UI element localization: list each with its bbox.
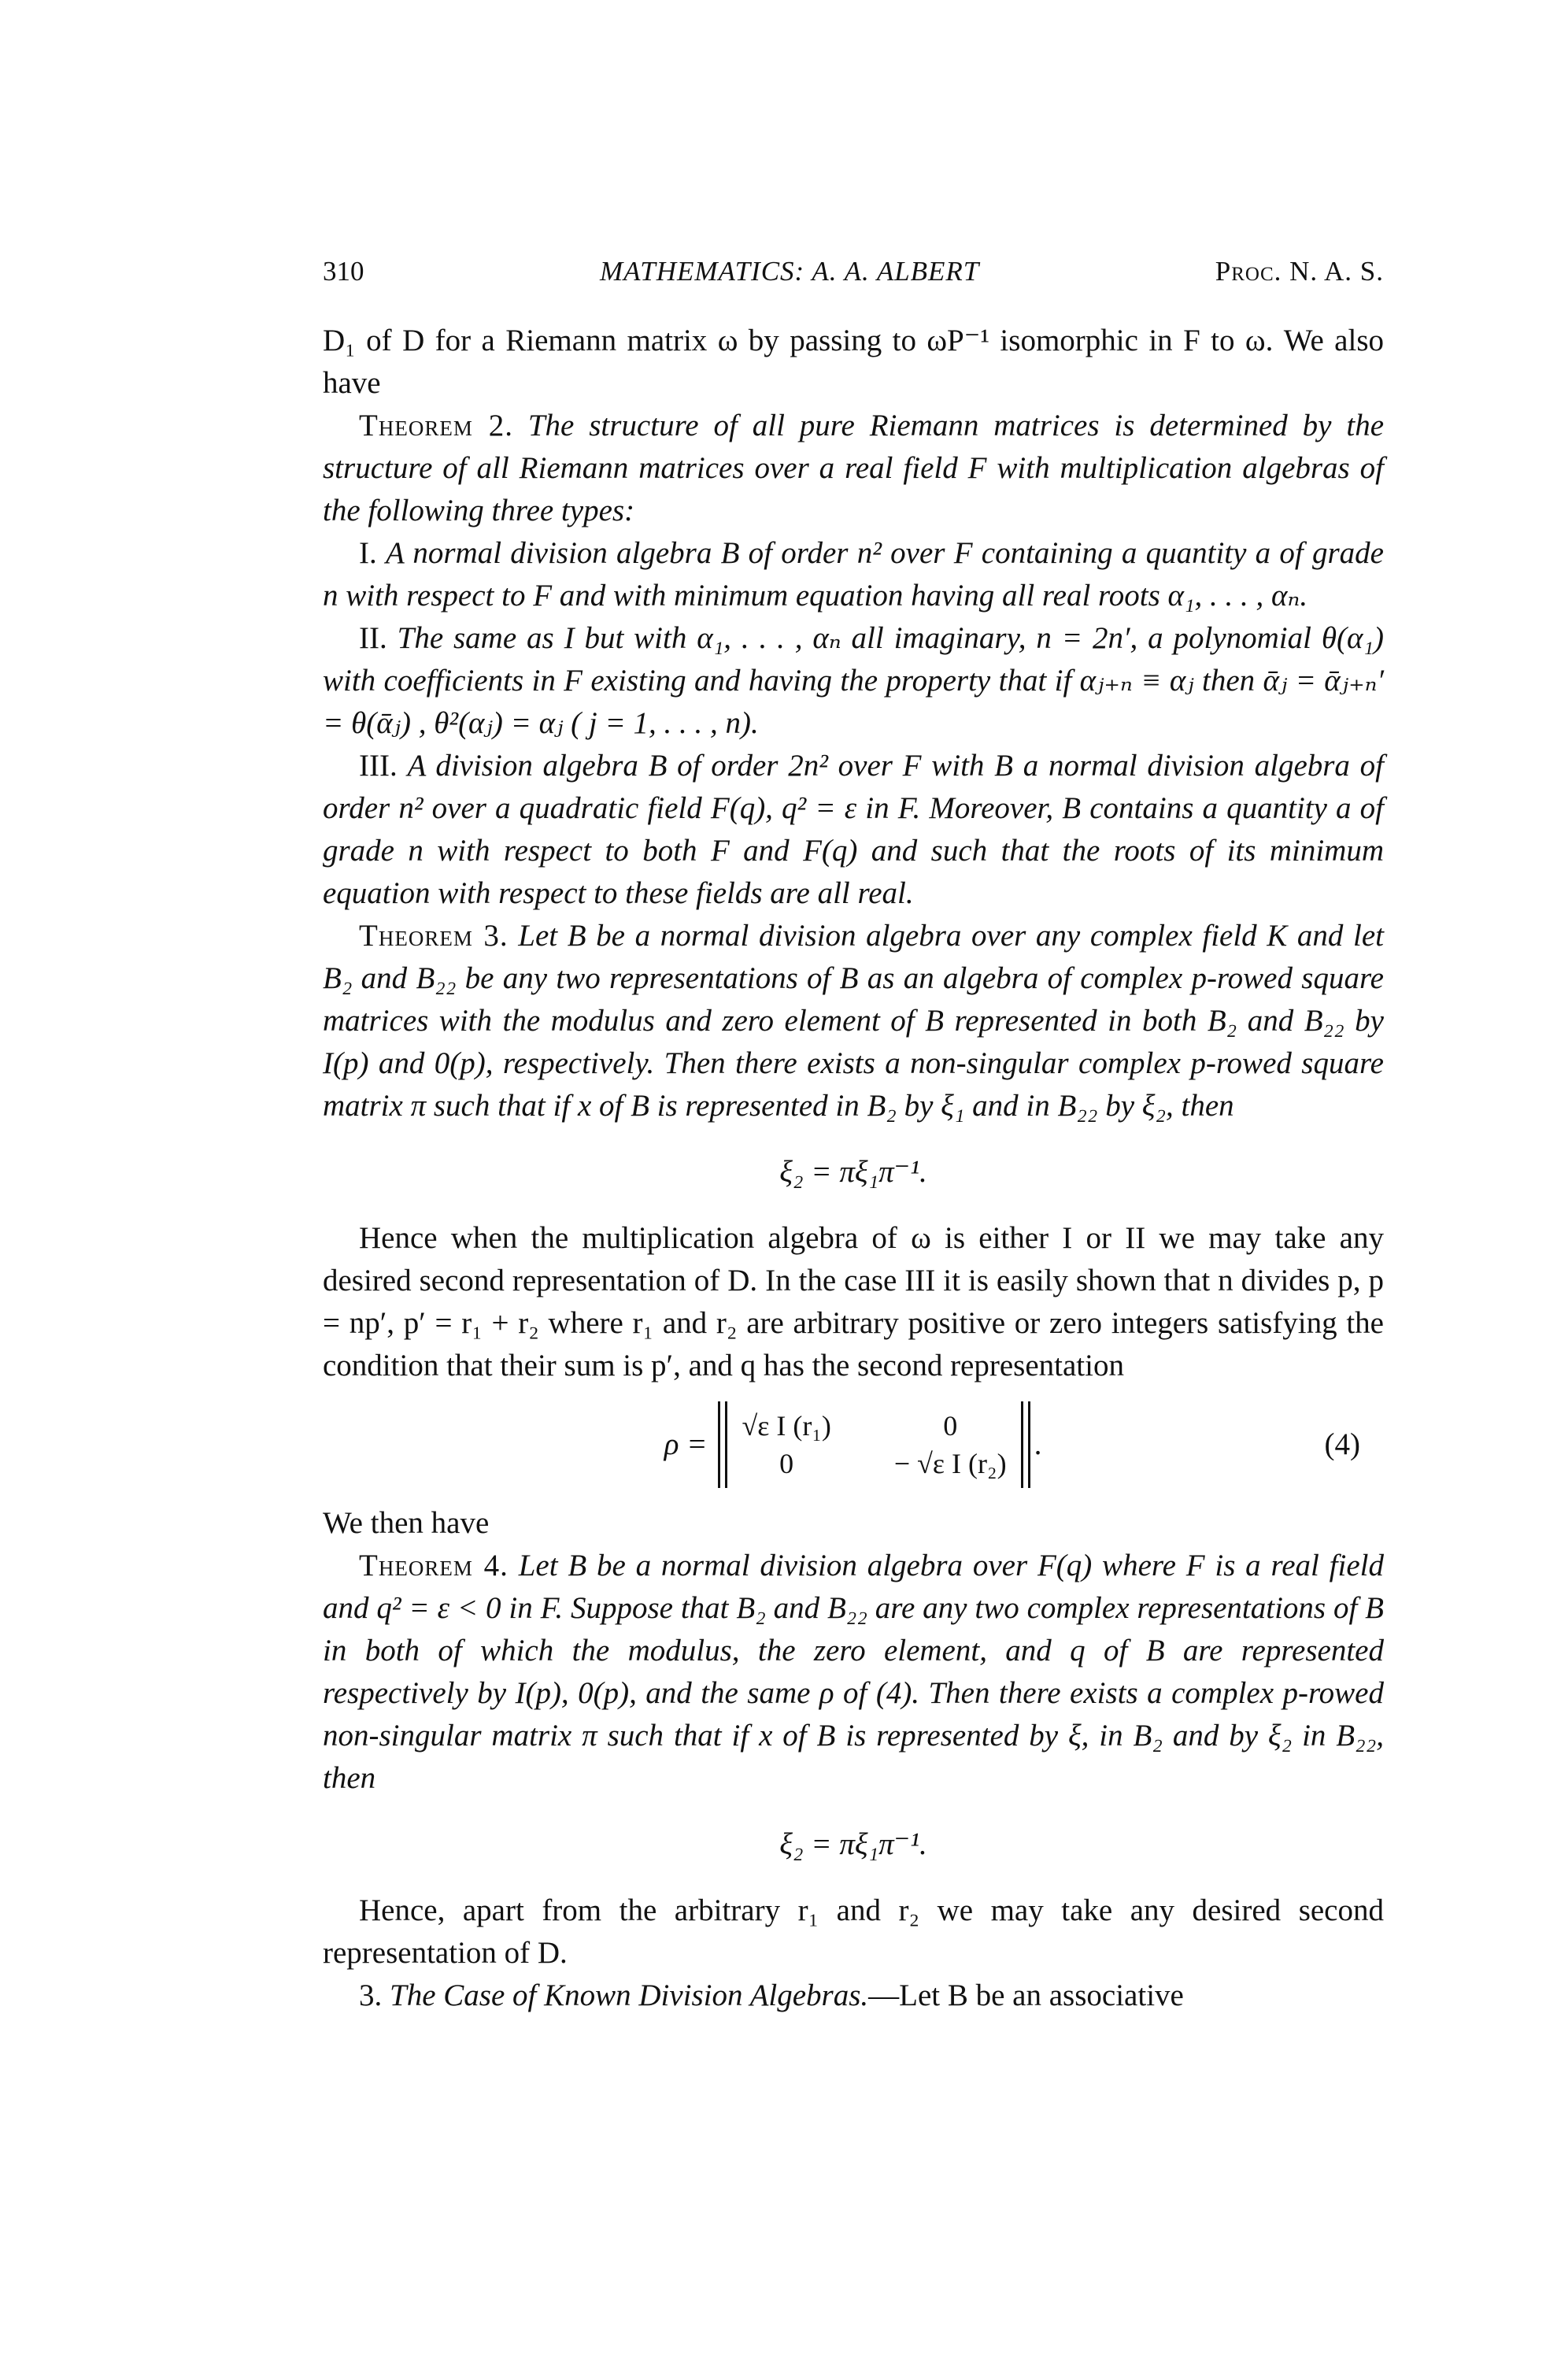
paragraph-hence-2: Hence, apart from the arbitrary r₁ and r₂ we may take any desired second representation of D. [323, 1893, 1384, 1970]
matrix-entry-12: 0 [943, 1410, 958, 1442]
matrix-trailing-period: . [1034, 1427, 1043, 1461]
type-1 [323, 532, 1384, 617]
paragraph-continuation: D₁ of D for a Riemann matrix ω by passing to ωP⁻¹ isomorphic in F to ω. We also have [323, 324, 1384, 400]
matrix-entry-21: 0 [779, 1448, 794, 1479]
section-3-text: —Let B be an associative [868, 1978, 1184, 2012]
theorem-3-text: Let B be a normal division algebra over any complex field K and let B₂ and B₂₂ be any two representations of B as an algebra of complex p-rowed square matrices with the modulus and zero element of B represented in both B₂ and B₂₂ by I(p) and 0(p), respectively. Then there exists a non-singular complex p-rowed square matrix π such that if x of B is represented in B₂ by ξ₁ and in B₂₂ by ξ₂, then [323, 919, 1385, 1123]
type-3 [323, 745, 1384, 915]
running-header [323, 250, 1384, 293]
theorem-4-label: Theorem 4. [359, 1549, 509, 1582]
equation-number: (4) [1324, 1427, 1360, 1461]
page [323, 250, 1384, 2017]
page-number: 310 [323, 256, 364, 287]
theorem-3 [323, 915, 1384, 1127]
equation-2: ξ₂ = πξ₁π⁻¹. [779, 1827, 927, 1861]
type-1-label: I. [359, 536, 377, 570]
type-1-text: A normal division algebra B of order n² over F containing a quantity a of grade n with respect to F and with minimum equation having all real roots α₁, . . . , αₙ. [323, 536, 1384, 613]
matrix-entry-22: − √ε I (r₂) [893, 1448, 1007, 1479]
theorem-4 [323, 1545, 1384, 1800]
type-2 [323, 617, 1384, 745]
paragraph-then: We then have [323, 1506, 490, 1540]
theorem-2-text: The structure of all pure Riemann matrices is determined by the structure of all Riemann matrices over a real field F with multiplication algebras of the following three types: [323, 409, 1385, 527]
matrix-left-bar [718, 1401, 727, 1488]
paragraph-hence-1: Hence when the multiplication algebra of ω is either I or II we may take any desired second representation of D. In the case III it is easily shown that n divides p, p = np′, p′ = r₁ + r₂ where r₁ and r₂ are arbitrary positive or zero integers satisfying the condition that their sum is p′, and q has the second representation [323, 1221, 1384, 1382]
matrix-entry-11: √ε I (r₁) [742, 1410, 831, 1442]
theorem-3-label: Theorem 3. [359, 919, 509, 953]
equation-1: ξ₂ = πξ₁π⁻¹. [779, 1155, 927, 1189]
section-3 [323, 1975, 1384, 2017]
theorem-4-text: Let B be a normal division algebra over F(q) where F is a real field and q² = ε < 0 in F. Suppose that B₂ and B₂₂ are any two complex representations of B in both of which the modulus, the zero element, and q of B are represented respectively by I(p), 0(p), and the same ρ of (4). Then there exists a complex p-rowed non-singular matrix π such that if x of B is represented by ξ, in B₂ and by ξ₂ in B₂₂, then [323, 1549, 1384, 1795]
type-3-text: A division algebra B of order 2n² over F with B a normal division algebra of order n² over a quadratic field F(q), q² = ε in F. Moreover, B contains a quantity a of grade n with respect to both F and F(q) and such that the roots of its minimum equation with respect to these fields are all real. [323, 749, 1385, 910]
matrix-entries [742, 1407, 1006, 1482]
matrix-lhs: ρ = [664, 1427, 708, 1461]
type-2-text: The same as I but with α₁, . . . , αₙ all imaginary, n = 2n′, a polynomial θ(α₁) with coefficients in F existing and having the property that if αⱼ₊ₙ ≡ αⱼ then ᾱⱼ = ᾱⱼ₊ₙ′ = θ(ᾱⱼ) , θ²(αⱼ) = αⱼ ( j = 1, . . . , n). [323, 621, 1385, 740]
matrix-right-bar [1021, 1401, 1030, 1488]
type-2-label: II. [359, 621, 387, 655]
journal-abbreviation: Proc. N. A. S. [1215, 256, 1384, 287]
running-title: MATHEMATICS: A. A. ALBERT [600, 256, 980, 287]
type-3-label: III. [359, 749, 398, 783]
matrix [664, 1401, 1043, 1488]
section-3-number: 3. [359, 1978, 383, 2012]
theorem-2 [323, 405, 1384, 532]
section-3-title: The Case of Known Division Algebras. [390, 1978, 869, 2012]
matrix-equation-4 [323, 1401, 1384, 1488]
theorem-2-label: Theorem 2. [359, 409, 513, 442]
